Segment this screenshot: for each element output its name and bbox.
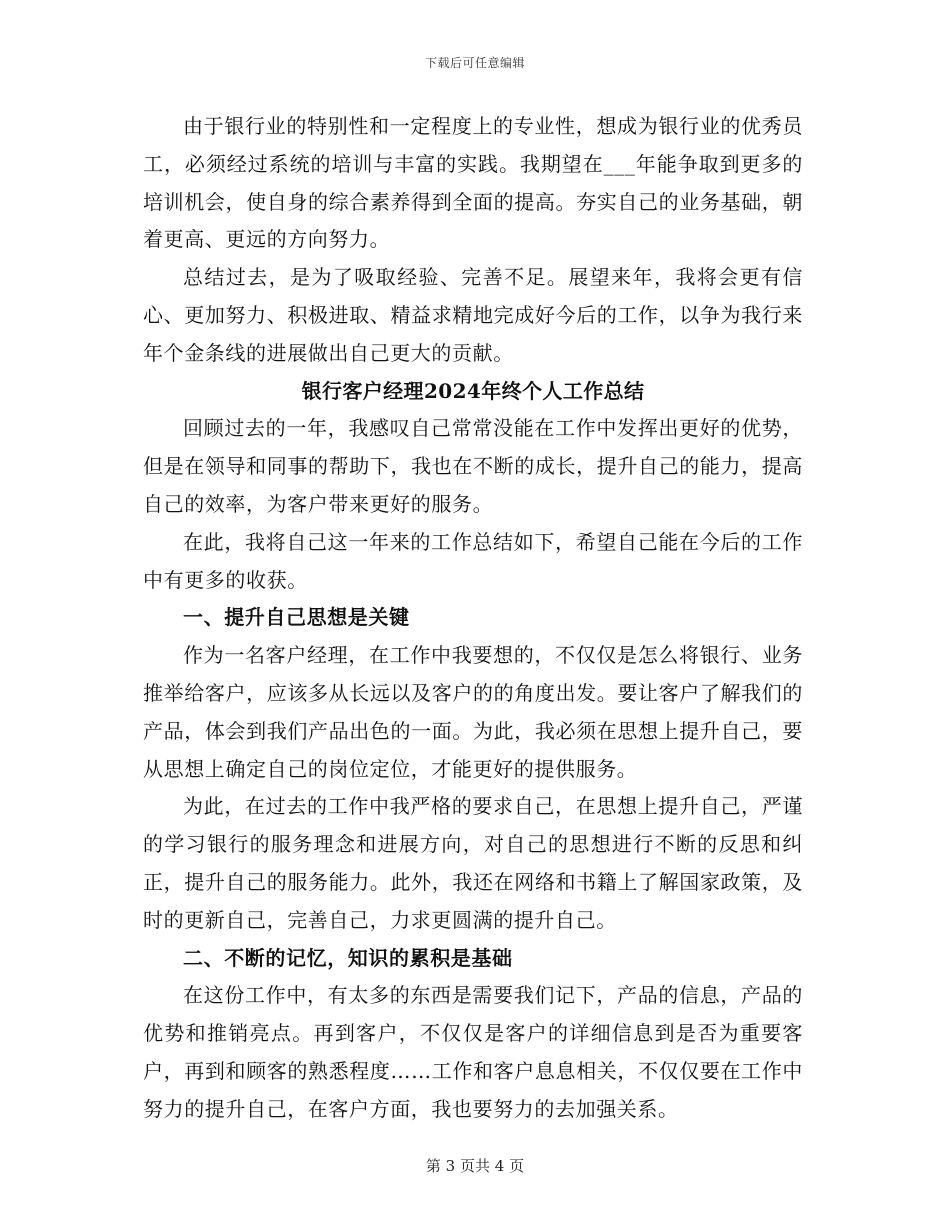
paragraph-self-requirement: 为此，在过去的工作中我严格的要求自己，在思想上提升自己，严谨的学习银行的服务理念和进展方向，对自己的思想进行不断的反思和纠正，提升自己的服务能力。此外，我还在网络和书籍上了解国家政策，及时的更新自己，完善自己，力求更圆满的提升自己。 [143,794,803,932]
header-note: 下载后可任意编辑 [424,56,525,70]
document-title: 银行客户经理2024年终个人工作总结 [301,378,645,403]
paragraph-thinking: 作为一名客户经理，在工作中我要想的，不仅仅是怎么将银行、业务推举给客户，应该多从长远以及客户的的角度出发。要让客户了解我们的产品，体会到我们产品出色的一面。为此，我必须在思想上提升自己，要从思想上确定自己的岗位定位，才能更好的提供服务。 [143,643,803,781]
paragraph-review: 回顾过去的一年，我感叹自己常常没能在工作中发挥出更好的优势，但是在领导和同事的帮助下，我也在不断的成长，提升自己的能力，提高自己的效率，为客户带来更好的服务。 [143,416,803,516]
document-body [143,108,803,1129]
paragraph-summary-outlook: 总结过去，是为了吸取经验、完善不足。展望来年，我将会更有信心、更加努力、积极进取、精益求精地完成好今后的工作，以争为我行来年个金条线的进展做出自己更大的贡献。 [143,265,803,365]
page-indicator: 第 3 页共 4 页 [425,1157,525,1175]
section-heading-2: 二、不断的记忆，知识的累积是基础 [183,945,513,970]
paragraph-memory: 在这份工作中，有太多的东西是需要我们记下，产品的信息，产品的优势和推销亮点。再到客户，不仅仅是客户的详细信息到是否为重要客户，再到和顾客的熟悉程度……工作和客户息息相关，不仅仅要在工作中努力的提升自己，在客户方面，我也要努力的去加强关系。 [143,983,803,1121]
paragraph-intro: 在此，我将自己这一年来的工作总结如下，希望自己能在今后的工作中有更多的收获。 [143,529,803,592]
paragraph-training: 由于银行业的特别性和一定程度上的专业性，想成为银行业的优秀员工，必须经过系统的培训与丰富的实践。我期望在___年能争取到更多的培训机会，使自身的综合素养得到全面的提高。夯实自己的业务基础，朝着更高、更远的方向努力。 [143,114,803,252]
section-heading-1: 一、提升自己思想是关键 [183,605,410,630]
